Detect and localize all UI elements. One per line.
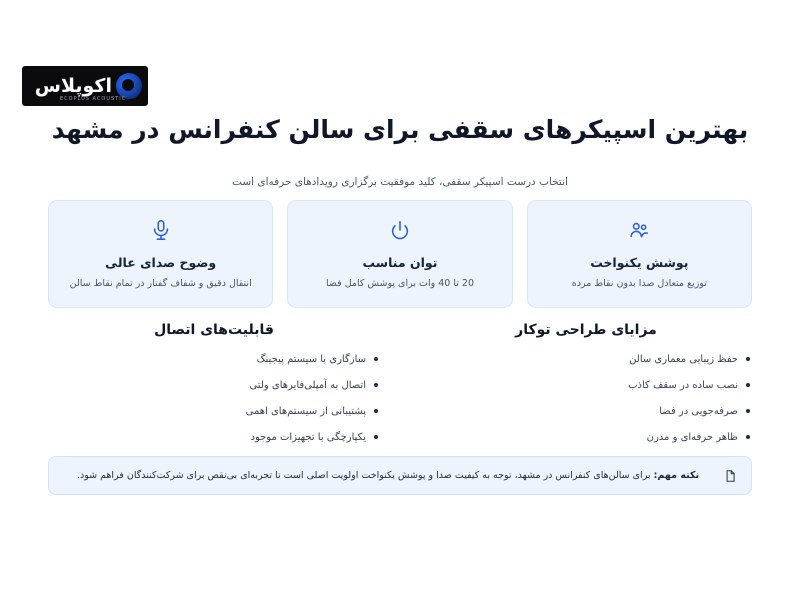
list-item: حفظ زیبایی معماری سالن [420,352,752,367]
feature-card [527,200,752,308]
microphone-icon [146,215,176,245]
page-subtitle: انتخاب درست اسپیکر سقفی، کلید موفقیت برگزاری رویدادهای حرفه‌ای است [232,176,568,188]
note-body: برای سالن‌های کنفرانس در مشهد، توجه به کیفیت صدا و پوشش یکنواخت اولویت اصلی است تا تجربه‌ای بی‌نقص برای شرکت‌کنندگان فراهم شود. [76,470,654,481]
column-design-benefits [420,322,752,456]
column-connectivity [48,322,380,456]
detail-columns [48,322,752,456]
note-label: نکته مهم: [653,470,700,481]
feature-card [48,200,273,308]
note-icon [723,469,737,483]
list-item: سازگاری با سیستم پیجینگ [48,352,380,367]
feature-cards [48,200,752,308]
feature-card-desc: توزیع متعادل صدا بدون نقاط مرده [571,278,707,289]
feature-card-title: وضوح صدای عالی [105,255,217,270]
page-title: بهترین اسپیکرهای سقفی برای سالن کنفرانس در مشهد [51,115,749,144]
users-icon [624,215,654,245]
feature-card-desc: انتقال دقیق و شفاف گفتار در تمام نقاط سالن [69,278,252,289]
brand-logo [22,66,148,106]
column-list [420,352,752,445]
feature-card-desc: 20 تا 40 وات برای پوشش کامل فضا [326,278,474,289]
feature-card-title: پوشش یکنواخت [590,255,689,270]
logo-subtext: ECOPLUS ACOUSTIC [60,96,127,102]
list-item: پشتیبانی از سیستم‌های اهمی [48,404,380,419]
important-note [48,456,752,495]
power-icon [385,215,415,245]
feature-card-title: توان مناسب [362,255,438,270]
list-item: اتصال به آمپلی‌فایرهای ولتی [48,378,380,393]
logo-text: اکوپلاس [34,74,112,97]
column-list [48,352,380,445]
feature-card [287,200,512,308]
list-item: نصب ساده در سقف کاذب [420,378,752,393]
list-item: ظاهر حرفه‌ای و مدرن [420,430,752,445]
list-item: یکپارچگی با تجهیزات موجود [48,430,380,445]
column-title: مزایای طراحی توکار [515,322,657,338]
list-item: صرفه‌جویی در فضا [420,404,752,419]
column-title: قابلیت‌های اتصال [154,322,274,338]
note-text [63,468,713,483]
